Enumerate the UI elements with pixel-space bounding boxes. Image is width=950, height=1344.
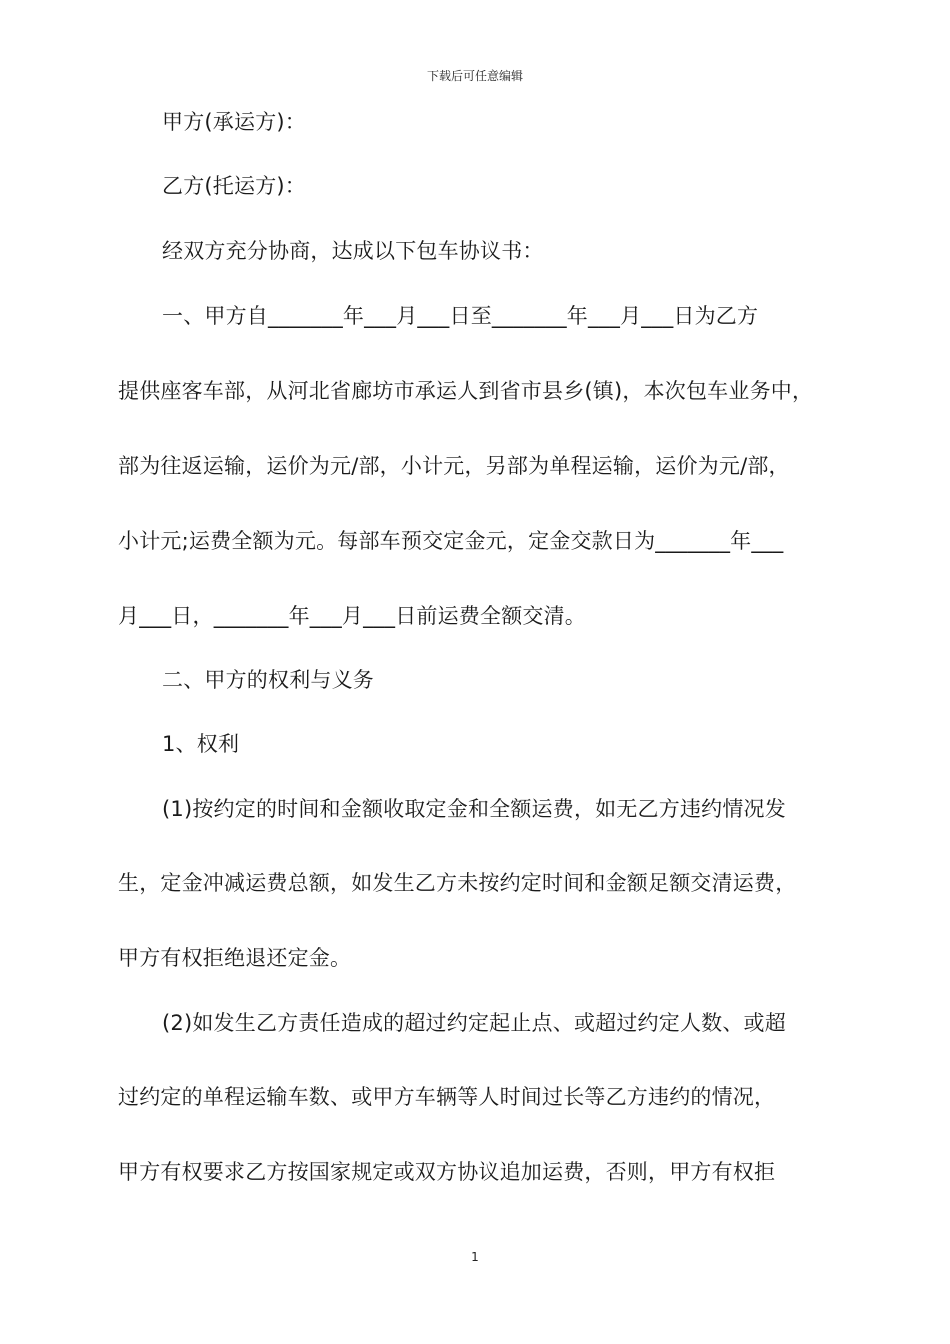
party-a-line: 甲方(承运方)： — [162, 110, 306, 134]
clause-1-line-3: 部为往返运输，运价为元/部，小计元，另部为单程运输，运价为元/部， — [118, 454, 790, 478]
clause-1-line-5: 月___日，_______年___月___日前运费全额交清。 — [118, 604, 586, 628]
item-2-line-1: (2)如发生乙方责任造成的超过约定起止点、或超过约定人数、或超 — [162, 1011, 786, 1035]
rights-heading: 1、权利 — [162, 732, 240, 756]
page-header: 下载后可任意编辑 — [426, 69, 523, 83]
item-1-line-3: 甲方有权拒绝退还定金。 — [118, 946, 352, 970]
intro-line: 经双方充分协商，达成以下包车协议书： — [162, 239, 544, 263]
clause-1-line-1: 一、甲方自_______年___月___日至_______年___月___日为乙方 — [162, 304, 759, 328]
page-number: 1 — [471, 1250, 479, 1264]
clause-1-line-4: 小计元;运费全额为元。每部车预交定金元，定金交款日为_______年___ — [118, 529, 784, 553]
item-2-line-2: 过约定的单程运输车数、或甲方车辆等人时间过长等乙方违约的情况， — [118, 1085, 776, 1109]
item-1-line-1: (1)按约定的时间和金额收取定金和全额运费，如无乙方违约情况发 — [162, 797, 786, 821]
party-b-line: 乙方(托运方)： — [162, 174, 306, 198]
section-2-heading: 二、甲方的权利与义务 — [162, 668, 374, 692]
clause-1-line-2: 提供座客车部，从河北省廊坊市承运人到省市县乡(镇)，本次包车业务中， — [118, 379, 814, 403]
item-1-line-2: 生，定金冲减运费总额，如发生乙方未按约定时间和金额足额交清运费， — [118, 871, 797, 895]
item-2-line-3: 甲方有权要求乙方按国家规定或双方协议追加运费，否则，甲方有权拒 — [118, 1160, 776, 1184]
